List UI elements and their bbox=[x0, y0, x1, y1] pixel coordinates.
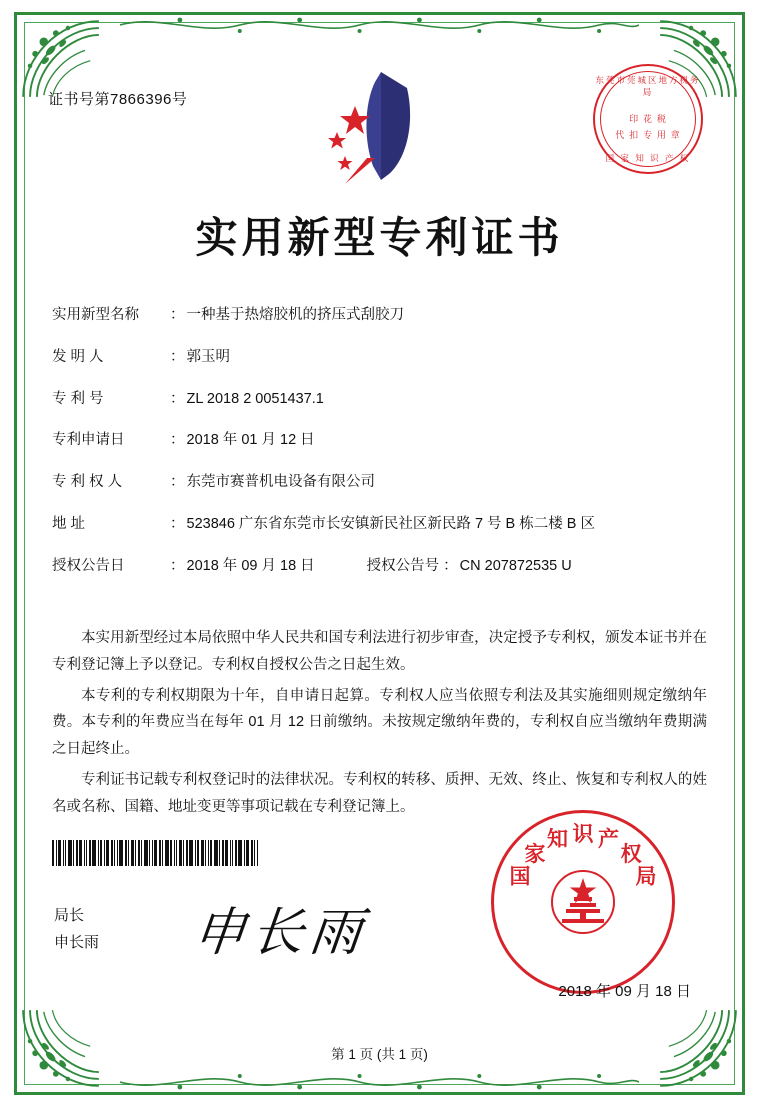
page-footer: 第 1 页 (共 1 页) bbox=[331, 1047, 428, 1062]
field-colon: ： bbox=[170, 307, 185, 323]
seal-char: 知 bbox=[547, 826, 569, 851]
field-row-address bbox=[52, 514, 707, 536]
signature-block bbox=[54, 902, 99, 956]
seal-char: 家 bbox=[524, 841, 546, 866]
field-value: ZL 2018 2 0051437.1 bbox=[186, 390, 324, 407]
field-colon: ： bbox=[170, 474, 185, 490]
handwritten-signature: 申长雨 bbox=[190, 903, 371, 963]
field-colon: ： bbox=[170, 432, 185, 449]
certificate-number: 证书号第7866396号 bbox=[48, 91, 188, 108]
field-value: 郭玉明 bbox=[186, 348, 230, 365]
legal-text bbox=[52, 625, 707, 825]
field-value: 523846 广东省东莞市长安镇新民社区新民路 7 号 B 栋二楼 B 区 bbox=[186, 515, 595, 532]
tax-stamp-seal bbox=[593, 64, 703, 174]
field-row-grant-announcement bbox=[52, 556, 707, 578]
field-row-patent-number bbox=[52, 389, 707, 411]
field-row-application-date bbox=[52, 430, 707, 452]
field-value-grant-date: 2018 年 09 月 18 日 bbox=[186, 557, 315, 574]
field-row-patentee bbox=[52, 472, 707, 494]
seal-char: 权 bbox=[620, 841, 642, 866]
seal-char: 产 bbox=[597, 826, 619, 851]
border-vine-top-icon bbox=[120, 12, 639, 38]
field-label: 专 利 号 bbox=[52, 390, 104, 407]
seal-char: 国 bbox=[509, 864, 531, 889]
field-label: 发 明 人 bbox=[52, 348, 104, 365]
field-value-grant-number: CN 207872535 U bbox=[459, 557, 572, 574]
field-colon: ： bbox=[170, 390, 185, 407]
border-vine-bottom-icon bbox=[120, 1069, 639, 1095]
national-emblem-icon bbox=[550, 869, 616, 935]
page-title: 实用新型专利证书 bbox=[195, 213, 564, 262]
certificate-content bbox=[44, 40, 715, 1067]
field-value: 2018 年 01 月 12 日 bbox=[186, 432, 315, 449]
director-title-label: 局长 bbox=[54, 907, 85, 924]
field-list bbox=[52, 305, 707, 597]
field-label-grant-date: 授权公告日 bbox=[52, 557, 125, 574]
seal-date: 2018 年 09 月 18 日 bbox=[558, 983, 691, 1000]
seal-char: 识 bbox=[572, 822, 594, 846]
field-label: 专利申请日 bbox=[52, 432, 125, 449]
field-colon: ： bbox=[170, 515, 185, 532]
field-row-utility-model-name bbox=[52, 305, 707, 327]
barcode bbox=[52, 840, 270, 866]
field-row-inventor bbox=[52, 347, 707, 369]
field-label: 地 址 bbox=[52, 515, 86, 532]
tax-stamp-line-1: 印 花 税 bbox=[629, 115, 667, 125]
grant-number-group bbox=[367, 556, 572, 578]
tax-stamp-arc-top: 东莞市莞城区地方税务局 bbox=[595, 75, 701, 97]
legal-paragraph-1: 本实用新型经过本局依照中华人民共和国专利法进行初步审查，决定授予专利权，颁发本证书并在专利登记簿上予以登记。专利权自授权公告之日起生效。 bbox=[52, 630, 707, 673]
field-label: 专 利 权 人 bbox=[52, 474, 123, 490]
field-label-grant-number: 授权公告号 bbox=[366, 557, 440, 574]
seal-char: 局 bbox=[635, 864, 657, 889]
official-seal bbox=[491, 810, 675, 994]
field-colon: ： bbox=[170, 557, 185, 574]
tax-stamp-line-2: 代 扣 专 用 章 bbox=[615, 131, 681, 141]
field-colon: ： bbox=[170, 348, 185, 365]
legal-paragraph-3: 专利证书记载专利权登记时的法律状况。专利权的转移、质押、无效、终止、恢复和专利权人的姓名或名称、国籍、地址变更等事项记载在专利登记簿上。 bbox=[52, 772, 707, 815]
cnipa-logo-icon bbox=[315, 62, 445, 192]
tax-stamp-arc-bottom: 国 家 知 识 产 权 bbox=[605, 153, 691, 163]
director-name-label: 申长雨 bbox=[54, 934, 100, 951]
field-label: 实用新型名称 bbox=[52, 307, 139, 323]
field-value: 一种基于热熔胶机的挤压式刮胶刀 bbox=[186, 307, 404, 323]
field-value: 东莞市赛普机电设备有限公司 bbox=[186, 474, 375, 490]
field-colon: ： bbox=[443, 557, 458, 574]
legal-paragraph-2: 本专利的专利权期限为十年，自申请日起算。专利权人应当依照专利法及其实施细则规定缴纳年费。本专利的年费应当在每年 01 月 12 日前缴纳。未按规定缴纳年费的，专利权自应当缴纳年费期满之日起终止。 bbox=[52, 687, 707, 758]
